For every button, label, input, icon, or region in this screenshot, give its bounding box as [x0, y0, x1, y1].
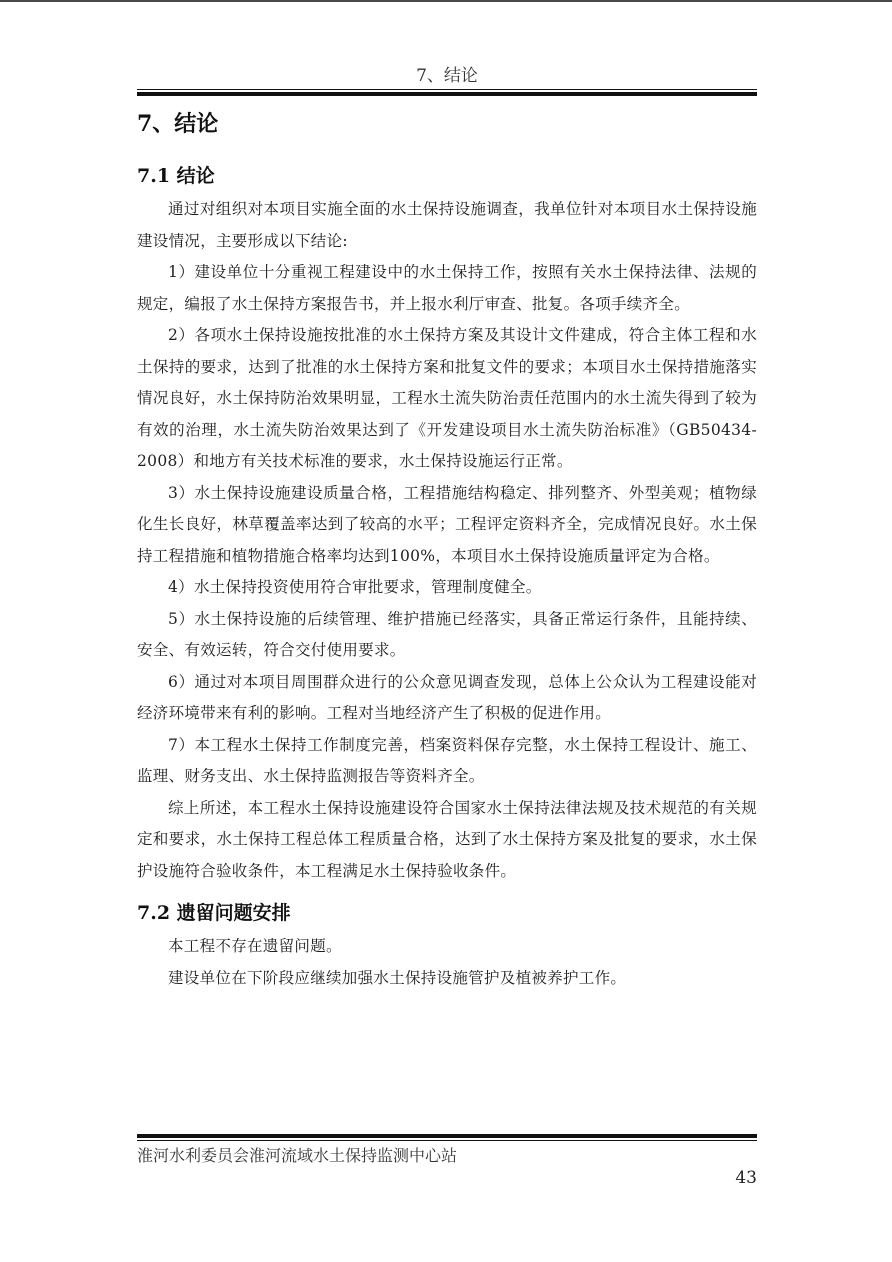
footer-rule-thick: [137, 1134, 757, 1138]
page-number: 43: [735, 1168, 757, 1188]
conclusion-item-3: 3）水土保持设施建设质量合格，工程措施结构稳定、排列整齐、外型美观；植物绿化生长良好，林草覆盖率达到了较高的水平；工程评定资料齐全，完成情况良好。水土保持工程措施和植物措施合格率均达到100%，本项目水土保持设施质量评定为合格。: [137, 483, 757, 565]
conclusion-item-7: 7）本工程水土保持工作制度完善，档案资料保存完整，水土保持工程设计、施工、监理、财务支出、水土保持监测报告等资料齐全。: [137, 735, 757, 785]
header-rule-thick: [137, 92, 757, 96]
page-top-border: [0, 0, 892, 2]
section-title-7-2: 7.2 遗留问题安排: [137, 902, 291, 924]
summary-paragraph: 综上所述，本工程水土保持设施建设符合国家水土保持法律法规及技术规范的有关规定和要求，水土保持工程总体工程质量合格，达到了水土保持方案及批复的要求，水土保护设施符合验收条件，本工程满足水土保持验收条件。: [137, 798, 757, 880]
chapter-title: 7、结论: [137, 111, 219, 137]
section-title-7-1: 7.1 结论: [137, 165, 215, 187]
conclusion-item-5: 5）水土保持设施的后续管理、维护措施已经落实，具备正常运行条件，且能持续、安全、有效运转，符合交付使用要求。: [137, 609, 757, 659]
page-body: [137, 104, 757, 994]
conclusion-item-4: 4）水土保持投资使用符合审批要求，管理制度健全。: [168, 578, 542, 596]
footer-organization: 淮河水利委员会淮河流域水土保持监测中心站: [137, 1146, 458, 1165]
conclusion-item-6: 6）通过对本项目周围群众进行的公众意见调查发现，总体上公众认为工程建设能对经济环境带来有利的影响。工程对当地经济产生了积极的促进作用。: [137, 672, 757, 722]
header-rule-thin: [137, 89, 757, 90]
conclusion-item-2: 2）各项水土保持设施按批准的水土保持方案及其设计文件建成，符合主体工程和水土保持的要求，达到了批准的水土保持方案和批复文件的要求；本项目水土保持措施落实情况良好，水土保持防治效果明显，工程水土流失防治责任范围内的水土流失得到了较为有效的治理，水土流失防治效果达到了《开发建设项目水土流失防治标准》（GB50434-2008）和地方有关技术标准的要求，水土保持设施运行正常。: [137, 326, 757, 470]
conclusion-item-1: 1）建设单位十分重视工程建设中的水土保持工作，按照有关水土保持法律、法规的规定，编报了水土保持方案报告书，并上报水利厅审查、批复。各项手续齐全。: [137, 263, 757, 313]
intro-paragraph: 通过对组织对本项目实施全面的水土保持设施调查，我单位针对本项目水土保持设施建设情况，主要形成以下结论:: [137, 200, 757, 250]
footer-rule-thin: [137, 1140, 757, 1141]
follow-up-paragraph: 建设单位在下阶段应继续加强水土保持设施管护及植被养护工作。: [168, 968, 627, 987]
running-header: 7、结论: [416, 66, 478, 86]
remaining-issues-paragraph: 本工程不存在遗留问题。: [168, 937, 342, 955]
